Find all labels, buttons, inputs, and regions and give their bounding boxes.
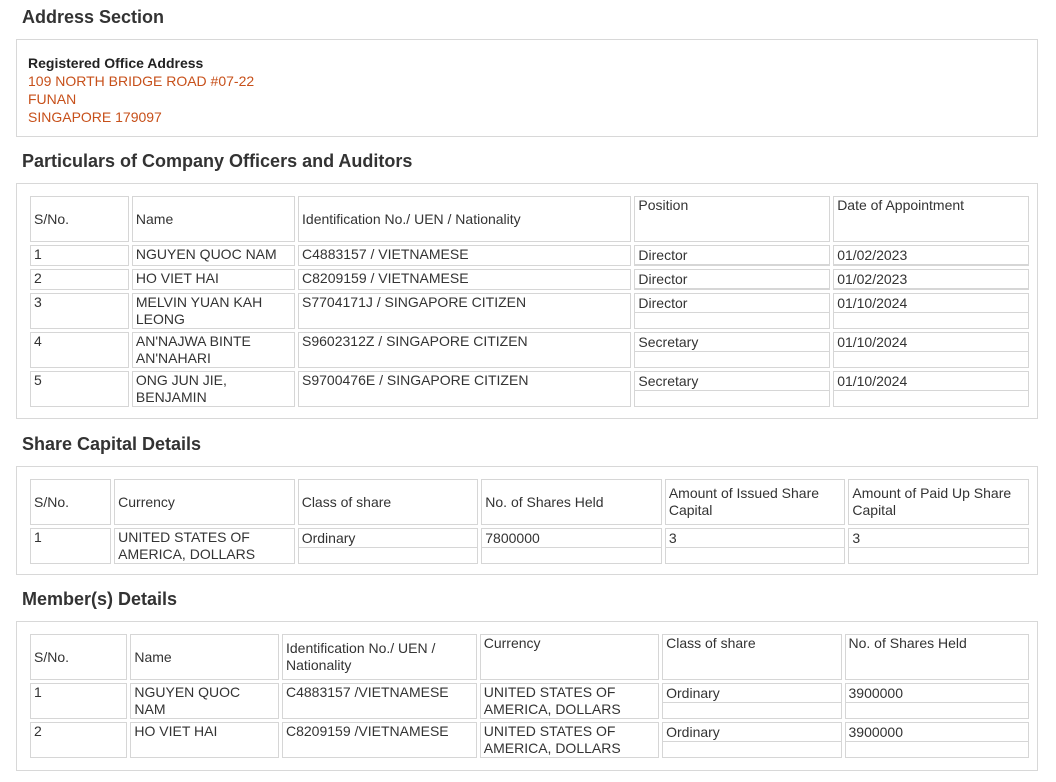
cell-name: AN'NAJWA BINTE AN'NAHARI — [132, 332, 295, 368]
column-header: Identification No./ UEN / Nationality — [298, 196, 631, 242]
position-value: Secretary — [635, 372, 829, 391]
position-value: Secretary — [635, 333, 829, 352]
cell-sno: 2 — [30, 722, 127, 758]
address-line-1: 109 NORTH BRIDGE ROAD #07-22 — [28, 73, 255, 89]
shares-value: 3900000 — [846, 723, 1029, 742]
address-section-title: Address Section — [22, 7, 165, 27]
cell-date — [833, 269, 1029, 290]
cell-position — [634, 269, 830, 290]
cell-date — [833, 293, 1029, 329]
cell-sno: 1 — [30, 683, 127, 719]
cell-name: HO VIET HAI — [132, 269, 295, 290]
table-row — [30, 371, 1029, 407]
members-table — [27, 631, 1032, 761]
share-capital-section-title: Share Capital Details — [22, 434, 202, 454]
paid-up-value: 3 — [849, 529, 1028, 548]
column-header: Date of Appointment — [833, 196, 1029, 242]
shares-value: 7800000 — [482, 529, 661, 548]
cell-id: C8209159 / VIETNAMESE — [298, 269, 631, 290]
cell-sno: 1 — [30, 528, 111, 564]
cell-shares — [481, 528, 662, 564]
column-header: Currency — [114, 479, 295, 525]
date-value: 01/10/2024 — [834, 294, 1028, 313]
cell-id: S9700476E / SINGAPORE CITIZEN — [298, 371, 631, 407]
cell-issued — [665, 528, 846, 564]
cell-id: S7704171J / SINGAPORE CITIZEN — [298, 293, 631, 329]
column-header: Currency — [480, 634, 659, 680]
column-header: Identification No./ UEN / Nationality — [282, 634, 477, 680]
cell-shares — [845, 722, 1030, 758]
cell-date — [833, 371, 1029, 407]
column-header: Amount of Paid Up Share Capital — [848, 479, 1029, 525]
shares-value: 3900000 — [846, 684, 1029, 703]
cell-date — [833, 245, 1029, 266]
table-row — [30, 245, 1029, 266]
position-value: Director — [635, 294, 829, 313]
officers-table — [27, 193, 1032, 410]
cell-name: HO VIET HAI — [130, 722, 279, 758]
cell-paid-up — [848, 528, 1029, 564]
share-capital-table — [27, 476, 1032, 567]
share-capital-box — [16, 466, 1038, 575]
table-header-row — [30, 634, 1029, 680]
cell-name: MELVIN YUAN KAH LEONG — [132, 293, 295, 329]
date-value: 01/10/2024 — [834, 372, 1028, 391]
column-header: No. of Shares Held — [845, 634, 1030, 680]
table-header-row — [30, 196, 1029, 242]
column-header: S/No. — [30, 634, 127, 680]
table-header-row — [30, 479, 1029, 525]
column-header: Class of share — [662, 634, 841, 680]
cell-name: NGUYEN QUOC NAM — [132, 245, 295, 266]
address-line-2: FUNAN — [28, 91, 77, 107]
cell-date — [833, 332, 1029, 368]
cell-class — [662, 722, 841, 758]
cell-class — [662, 683, 841, 719]
cell-id: S9602312Z / SINGAPORE CITIZEN — [298, 332, 631, 368]
cell-name: NGUYEN QUOC NAM — [130, 683, 279, 719]
cell-position — [634, 293, 830, 329]
registered-office-label: Registered Office Address — [28, 55, 204, 71]
column-header: S/No. — [30, 479, 111, 525]
cell-sno: 4 — [30, 332, 129, 368]
cell-currency: UNITED STATES OF AMERICA, DOLLARS — [480, 683, 659, 719]
table-row — [30, 722, 1029, 758]
members-box — [16, 621, 1038, 771]
address-box — [16, 39, 1038, 137]
position-value: Director — [635, 246, 829, 265]
address-line-3: SINGAPORE 179097 — [28, 109, 162, 125]
cell-shares — [845, 683, 1030, 719]
column-header: Name — [130, 634, 279, 680]
cell-id: C8209159 /VIETNAMESE — [282, 722, 477, 758]
table-row — [30, 683, 1029, 719]
table-row — [30, 269, 1029, 290]
table-row — [30, 332, 1029, 368]
cell-sno: 2 — [30, 269, 129, 290]
column-header: Position — [634, 196, 830, 242]
cell-currency: UNITED STATES OF AMERICA, DOLLARS — [480, 722, 659, 758]
date-value: 01/02/2023 — [834, 246, 1028, 265]
cell-sno: 5 — [30, 371, 129, 407]
officers-box — [16, 183, 1038, 419]
column-header: S/No. — [30, 196, 129, 242]
date-value: 01/02/2023 — [834, 270, 1028, 289]
table-row — [30, 293, 1029, 329]
table-row — [30, 528, 1029, 564]
position-value: Director — [635, 270, 829, 289]
members-section-title: Member(s) Details — [22, 589, 178, 609]
cell-class — [298, 528, 479, 564]
cell-sno: 3 — [30, 293, 129, 329]
cell-sno: 1 — [30, 245, 129, 266]
cell-name: ONG JUN JIE, BENJAMIN — [132, 371, 295, 407]
column-header: No. of Shares Held — [481, 479, 662, 525]
column-header: Name — [132, 196, 295, 242]
cell-position — [634, 371, 830, 407]
cell-currency: UNITED STATES OF AMERICA, DOLLARS — [114, 528, 295, 564]
class-value: Ordinary — [663, 723, 840, 742]
cell-id: C4883157 / VIETNAMESE — [298, 245, 631, 266]
officers-section-title: Particulars of Company Officers and Auditors — [22, 151, 413, 171]
cell-position — [634, 332, 830, 368]
date-value: 01/10/2024 — [834, 333, 1028, 352]
class-value: Ordinary — [299, 529, 478, 548]
column-header: Class of share — [298, 479, 479, 525]
class-value: Ordinary — [663, 684, 840, 703]
issued-value: 3 — [666, 529, 845, 548]
cell-position — [634, 245, 830, 266]
column-header: Amount of Issued Share Capital — [665, 479, 846, 525]
cell-id: C4883157 /VIETNAMESE — [282, 683, 477, 719]
